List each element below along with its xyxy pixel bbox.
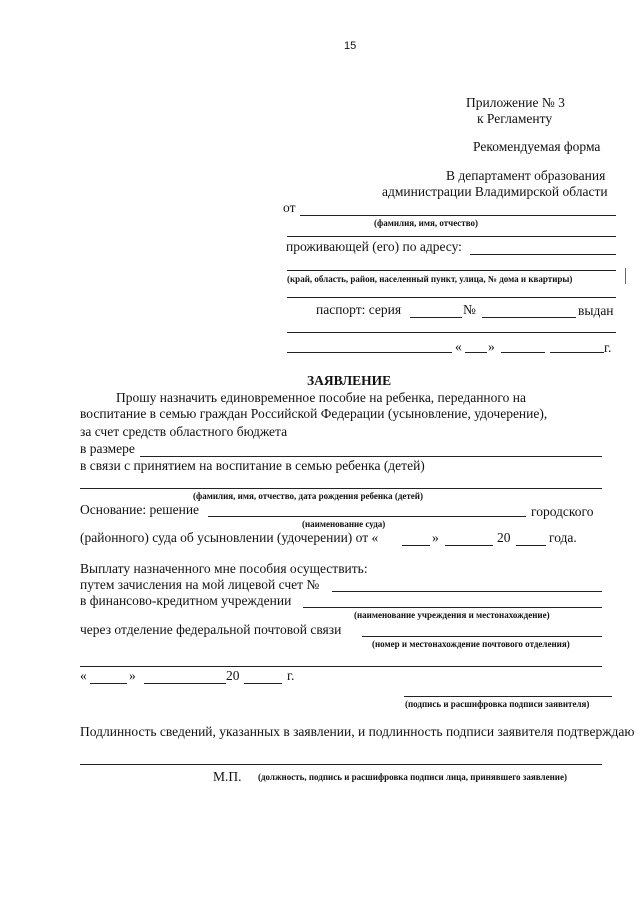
applicant-signature-line[interactable] [404,696,612,697]
district-court-label: (районного) суда об усыновлении (удочерении) от « [80,530,379,545]
issue-year-suffix: г. [604,340,612,355]
city-court-label: городского [531,504,594,519]
issued-by-line[interactable] [287,332,616,333]
fio-field-line[interactable] [300,215,616,216]
issue-month-line[interactable] [501,352,545,353]
fio-hint: (фамилия, имя, отчество) [374,218,479,228]
request-line-1: Прошу назначить единовременное пособие на ребенка, переданного на [116,390,526,405]
sign-date-close-quote: » [129,668,136,683]
child-field-line[interactable] [80,488,602,489]
recommended-form-label: Рекомендуемая форма [473,139,601,154]
account-label: путем зачисления на мой лицевой счет № [80,577,320,592]
issue-year-line[interactable] [550,352,604,353]
decision-year-line[interactable] [516,545,546,546]
stamp-label: М.П. [213,769,242,784]
decision-day-line[interactable] [402,545,430,546]
address-label: проживающей (его) по адресу: [286,239,462,254]
amount-field-line[interactable] [140,456,602,457]
fio-extra-line[interactable] [287,236,616,237]
account-number-line[interactable] [332,591,602,592]
address-extra-line-1[interactable] [287,270,616,271]
amount-label: в размере [80,441,135,456]
passport-number-line[interactable] [482,317,576,318]
post-extra-line[interactable] [80,666,602,667]
addressee-line-1: В департамент образования [446,168,606,183]
decision-year-word: года. [549,530,577,545]
issue-date-close-quote: » [488,339,495,354]
bank-field-line[interactable] [303,607,602,608]
passport-number-sign: № [463,302,476,317]
court-hint: (наименование суда) [302,519,386,529]
bank-label: в финансово-кредитном учреждении [80,593,292,608]
regulation-label: к Регламенту [477,111,553,126]
sign-year-line[interactable] [244,683,282,684]
court-name-line[interactable] [208,516,526,517]
bank-hint: (наименование учреждения и местонахождение) [354,610,550,620]
address-field-line[interactable] [470,254,616,255]
official-signature-line[interactable] [80,764,602,765]
addressee-line-2: администрации Владимирской области [382,184,608,199]
confirmation-text: Подлинность сведений, указанных в заявлении, и подлинность подписи заявителя подтверждаю [80,724,635,739]
appendix-label: Приложение № 3 [466,95,565,110]
sign-day-line[interactable] [90,683,127,684]
page-number: 15 [344,40,357,52]
issued-by-line-2[interactable] [287,352,452,353]
document-title: ЗАЯВЛЕНИЕ [307,373,392,388]
decision-year-prefix: 20 [497,530,511,545]
sign-year-suffix: г. [287,668,295,683]
decision-month-line[interactable] [445,545,493,546]
payout-label: Выплату назначенного мне пособия осуществить: [80,561,368,576]
child-hint: (фамилия, имя, отчество, дата рождения ребенка (детей) [193,491,423,501]
from-label: от [283,200,296,215]
post-hint: (номер и местонахождение почтового отделения) [372,639,570,649]
sign-date-open-quote: « [80,668,87,683]
post-field-line[interactable] [362,636,602,637]
basis-label: Основание: решение [80,502,200,517]
address-extra-line-2[interactable] [287,297,616,298]
issued-label: выдан [578,303,614,318]
official-hint: (должность, подпись и расшифровка подписи лица, принявшего заявление) [258,772,567,782]
passport-label: паспорт: серия [316,302,402,317]
decision-close-quote: » [432,530,439,545]
passport-series-line[interactable] [410,317,462,318]
sign-month-line[interactable] [144,683,226,684]
post-label: через отделение федеральной почтовой связи [80,622,342,637]
issue-date-open-quote: « [455,339,462,354]
scan-edge-mark [625,268,626,284]
address-hint: (край, область, район, населенный пункт, улица, № дома и квартиры) [287,274,573,284]
signature-hint: (подпись и расшифровка подписи заявителя) [405,699,590,709]
in-connection-label: в связи с принятием на воспитание в семью ребенка (детей) [80,458,425,473]
request-line-3: за счет средств областного бюджета [80,424,288,439]
issue-day-line[interactable] [465,352,487,353]
request-line-2: воспитание в семью граждан Российской Федерации (усыновление, удочерение), [80,406,548,421]
sign-year-prefix: 20 [226,668,240,683]
